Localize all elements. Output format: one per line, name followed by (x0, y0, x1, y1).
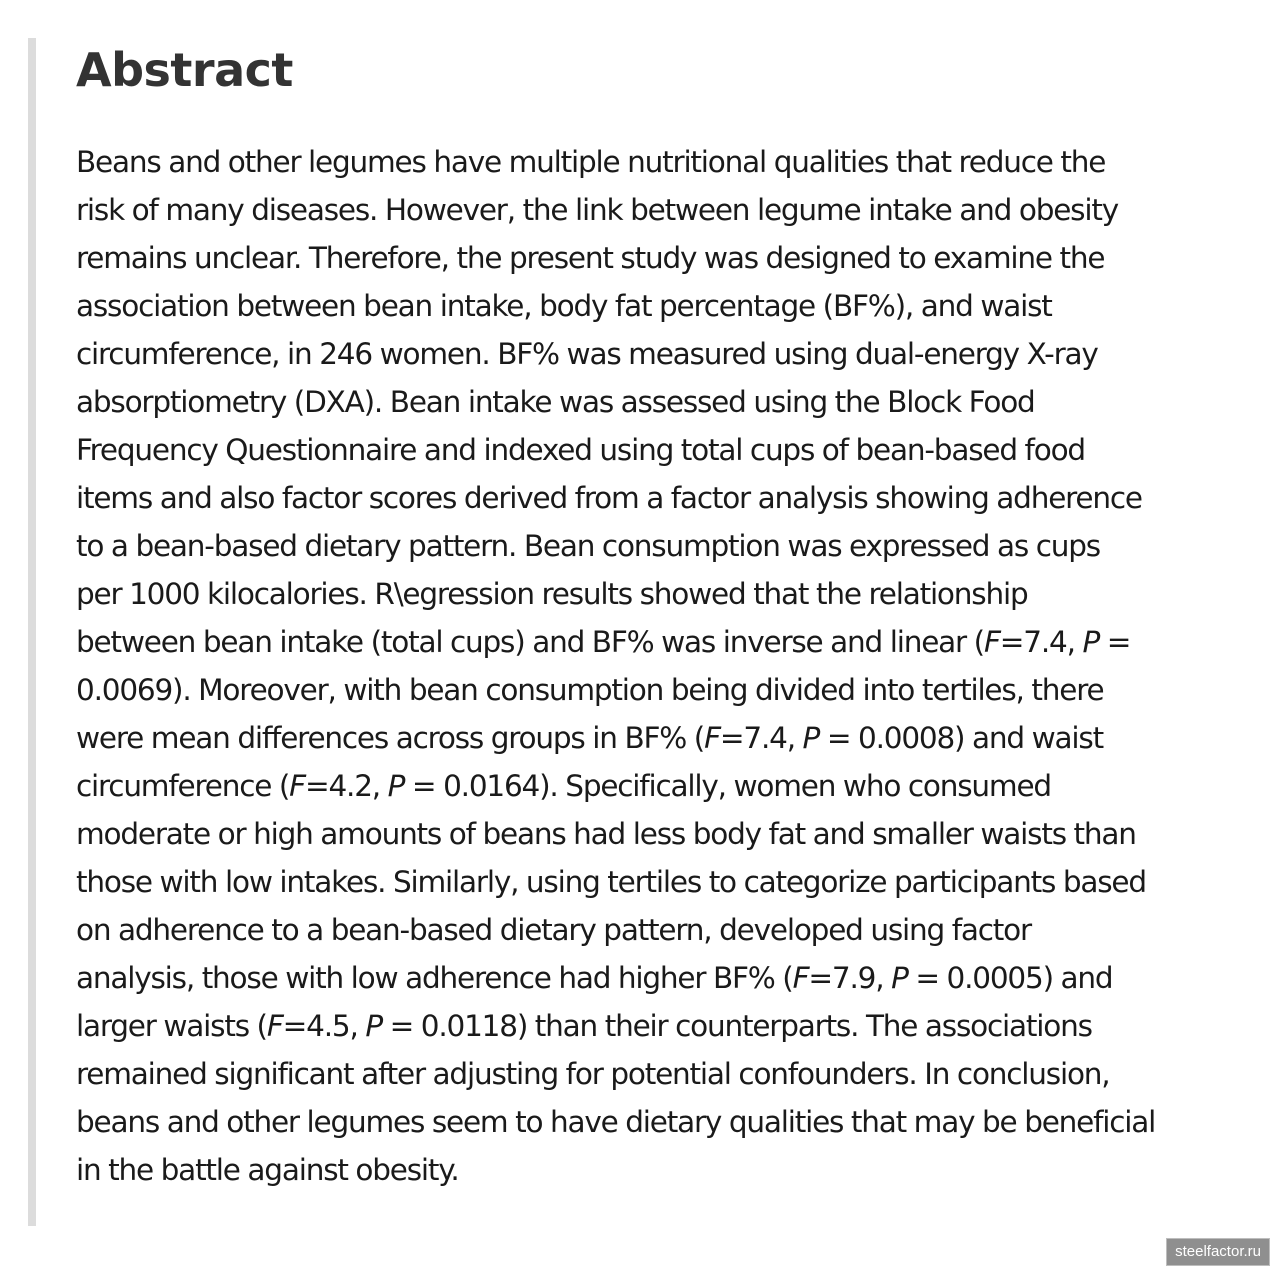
abstract-line (76, 570, 1261, 618)
text-run: those with low intakes. Similarly, using tertiles to categorize participants based (76, 865, 1146, 899)
text-run: 0.0069). Moreover, with bean consumption being divided into tertiles, there (76, 673, 1104, 707)
italic-symbol: P (891, 961, 908, 995)
text-run: =4.5, (282, 1009, 366, 1043)
italic-symbol: F (792, 961, 809, 995)
abstract-line (76, 954, 1261, 1002)
abstract-line (76, 522, 1261, 570)
text-run: to a bean-based dietary pattern. Bean consumption was expressed as cups (76, 529, 1100, 563)
text-run: =7.4, (999, 625, 1083, 659)
text-run: Frequency Questionnaire and indexed using total cups of bean-based food (76, 433, 1085, 467)
text-run: =4.2, (304, 769, 388, 803)
abstract-line (76, 282, 1261, 330)
text-run: = 0.0118) than their counterparts. The associations (381, 1009, 1092, 1043)
italic-symbol: F (704, 721, 720, 755)
text-run: remained significant after adjusting for potential confounders. In conclusion, (76, 1057, 1110, 1091)
text-run: remains unclear. Therefore, the present study was designed to examine the (76, 241, 1105, 275)
watermark-badge: steelfactor.ru (1166, 1238, 1270, 1266)
abstract-line (76, 330, 1261, 378)
text-run: =7.9, (808, 961, 892, 995)
abstract-heading: Abstract (76, 43, 293, 97)
text-run: = (1099, 625, 1131, 659)
text-run: on adherence to a bean-based dietary pattern, developed using factor (76, 913, 1031, 947)
abstract-line (76, 906, 1261, 954)
abstract-line (76, 810, 1261, 858)
text-run: moderate or high amounts of beans had less body fat and smaller waists than (76, 817, 1136, 851)
abstract-line (76, 378, 1261, 426)
text-run: items and also factor scores derived from a factor analysis showing adherence (76, 481, 1142, 515)
abstract-line (76, 1050, 1261, 1098)
text-run: beans and other legumes seem to have dietary qualities that may be beneficial (76, 1105, 1156, 1139)
text-run: were mean differences across groups in BF% ( (76, 721, 705, 755)
text-run: in the battle against obesity. (76, 1153, 459, 1187)
abstract-line (76, 138, 1261, 186)
text-run: Beans and other legumes have multiple nutritional qualities that reduce the (76, 145, 1106, 179)
text-run: = 0.0008) and waist (819, 721, 1103, 755)
abstract-line (76, 234, 1261, 282)
text-run: =7.4, (719, 721, 803, 755)
italic-symbol: F (266, 1009, 283, 1043)
text-run: analysis, those with low adherence had higher BF% ( (76, 961, 793, 995)
abstract-text (76, 138, 1261, 1194)
abstract-line (76, 714, 1261, 762)
italic-symbol: F (289, 769, 305, 803)
text-run: = 0.0164). Specifically, women who consumed (404, 769, 1051, 803)
abstract-line (76, 666, 1261, 714)
text-run: circumference, in 246 women. BF% was measured using dual-energy X-ray (76, 337, 1098, 371)
abstract-line (76, 762, 1261, 810)
text-run: per 1000 kilocalories. R\egression results showed that the relationship (76, 577, 1028, 611)
italic-symbol: F (983, 625, 1000, 659)
text-run: = 0.0005) and (907, 961, 1113, 995)
text-run: absorptiometry (DXA). Bean intake was assessed using the Block Food (76, 385, 1035, 419)
abstract-line (76, 1098, 1261, 1146)
abstract-line (76, 186, 1261, 234)
text-run: circumference ( (76, 769, 290, 803)
abstract-line (76, 474, 1261, 522)
text-run: larger waists ( (76, 1009, 267, 1043)
abstract-section (28, 38, 1258, 1226)
italic-symbol: P (802, 721, 820, 755)
abstract-line (76, 1146, 1261, 1194)
text-run: risk of many diseases. However, the link between legume intake and obesity (76, 193, 1118, 227)
italic-symbol: P (365, 1009, 382, 1043)
abstract-line (76, 426, 1261, 474)
abstract-line (76, 858, 1261, 906)
text-run: between bean intake (total cups) and BF% was inverse and linear ( (76, 625, 984, 659)
abstract-line (76, 618, 1261, 666)
text-run: association between bean intake, body fat percentage (BF%), and waist (76, 289, 1052, 323)
italic-symbol: P (387, 769, 405, 803)
italic-symbol: P (1082, 625, 1100, 659)
abstract-line (76, 1002, 1261, 1050)
